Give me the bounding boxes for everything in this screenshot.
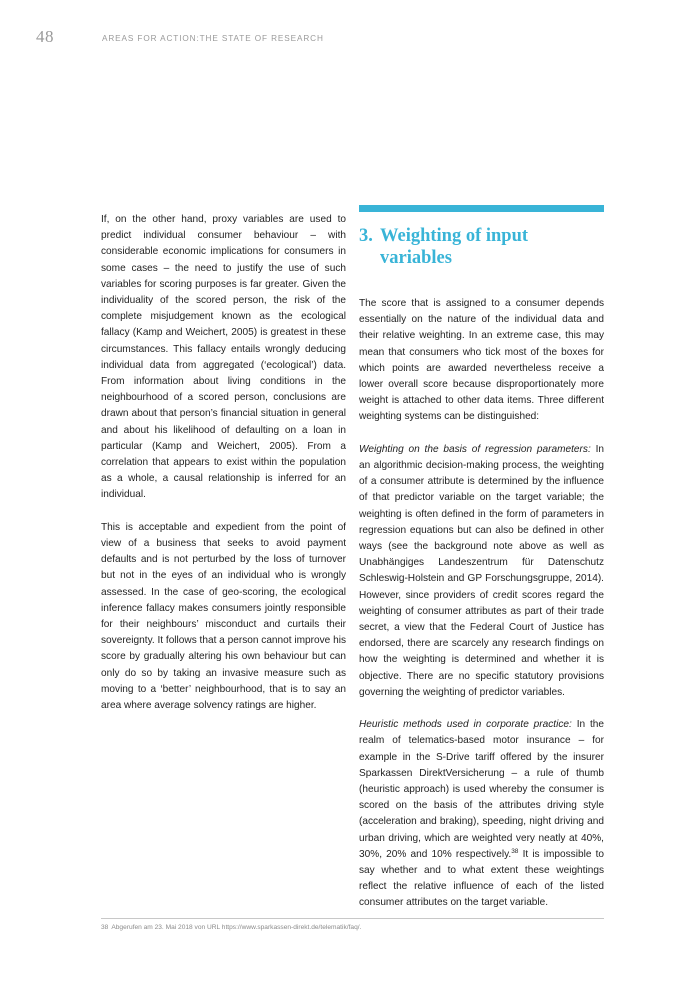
footnote-text: Abgerufen am 23. Mai 2018 von URL https://www.sparkassen-direkt.de/telematik/faq/. — [111, 924, 362, 931]
section-number: 3. — [359, 226, 373, 246]
right-column — [359, 205, 604, 912]
section-title: Weighting of input variables — [380, 226, 529, 268]
page-number: 48 — [36, 27, 54, 46]
regression-lead: Weighting on the basis of regression parameters: — [359, 443, 591, 455]
footnote-reference[interactable]: 38 — [511, 847, 519, 855]
left-paragraph-1: If, on the other hand, proxy variables are used to predict individual consumer behaviour – with considerable economic implications for consumers in some cases – the need to justify the use of such variables for scoring purposes is far greater. Given the individuality of the scored person, the risk of the complete misjudgement known as the ecological fallacy (Kamp and Weichert, 2005) is greatest in these circumstances. This fallacy entails wrongly deducing individual data from aggregated (‘ecological’) data. From information about living conditions in the neighbourhood of a scored person, conclusions are drawn about that person’s financial situation in general and about his likelihood of defaulting on a loan in particular (Kamp and Weichert, 2005). From a correlation that appears to exist within the population as a whole, a causal relationship is inferred for an individual. — [101, 214, 346, 501]
regression-text: In an algorithmic decision-making process, the weighting of a consumer attribute is determined by the influence of that predictor variable on the target variable; the weighting is often defined in the form of parameters in regression equations but can also be defined in other ways (see the background note above as well as Unabhängiges Landeszentrum für Datenschutz Schleswig-Holstein and GP Forschungsgruppe, 2014). However, since providers of credit scores regard the weighting of consumer attributes as part of their trade secret, a view that the Federal Court of Justice has endorsed, there are scarcely any research findings on how the weighting is determined and whether it is objective. There are no specific statutory provisions governing the weighting of predictor variables. — [359, 443, 604, 698]
footnote — [101, 924, 361, 931]
running-head: AREAS FOR ACTION:THE STATE OF RESEARCH — [102, 34, 324, 43]
intro-paragraph: The score that is assigned to a consumer depends essentially on the nature of the individual data and their relative weighting. In an extreme case, this may mean that consumers who tick most of the boxes for which points are awarded nevertheless receive a lower overall score because disproportionately more weight is attached to other data items. Three different weighting systems can be distinguished: — [359, 298, 604, 423]
heuristic-lead: Heuristic methods used in corporate practice: — [359, 719, 572, 731]
heuristic-paragraph — [359, 717, 604, 911]
heuristic-text: In the realm of telematics-based motor insurance – for example in the S-Drive tariff offered by the insurer Sparkassen DirektVersicherung – a rule of thumb (heuristic approach) is used whereby the consumer is scored on the basis of the attributes driving style (acceleration and braking), speeding, night driving and urban driving, which are weighted very neatly at 40%, 30%, 20% and 10% respectively. — [359, 719, 605, 860]
footnote-divider — [101, 918, 604, 919]
section-accent-bar — [359, 205, 604, 212]
left-paragraph-2: This is acceptable and expedient from the point of view of a business that seeks to avoid payment defaults and is not perturbed by the loss of turnover but not in the eyes of an individual who is wrongly assessed. In the case of geo-scoring, the ecological inference fallacy makes consumers jointly responsible for their neighbours’ misconduct and curtails their sovereignty. It follows that a person cannot improve his score by gradually altering his own behaviour but can only do so by taking an invasive measure such as moving to a ‘better’ neighbourhood, that is to say an area where average solvency ratings are higher. — [101, 521, 346, 712]
regression-paragraph — [359, 442, 604, 701]
left-column — [101, 212, 346, 714]
section-heading — [359, 225, 604, 269]
heuristic-text-continued: It is impossible to say whether and to what extent these weightings reflect the relative influence of each of the listed consumer attributes on the target variable. — [359, 848, 604, 909]
footnote-number: 38 — [101, 924, 109, 931]
